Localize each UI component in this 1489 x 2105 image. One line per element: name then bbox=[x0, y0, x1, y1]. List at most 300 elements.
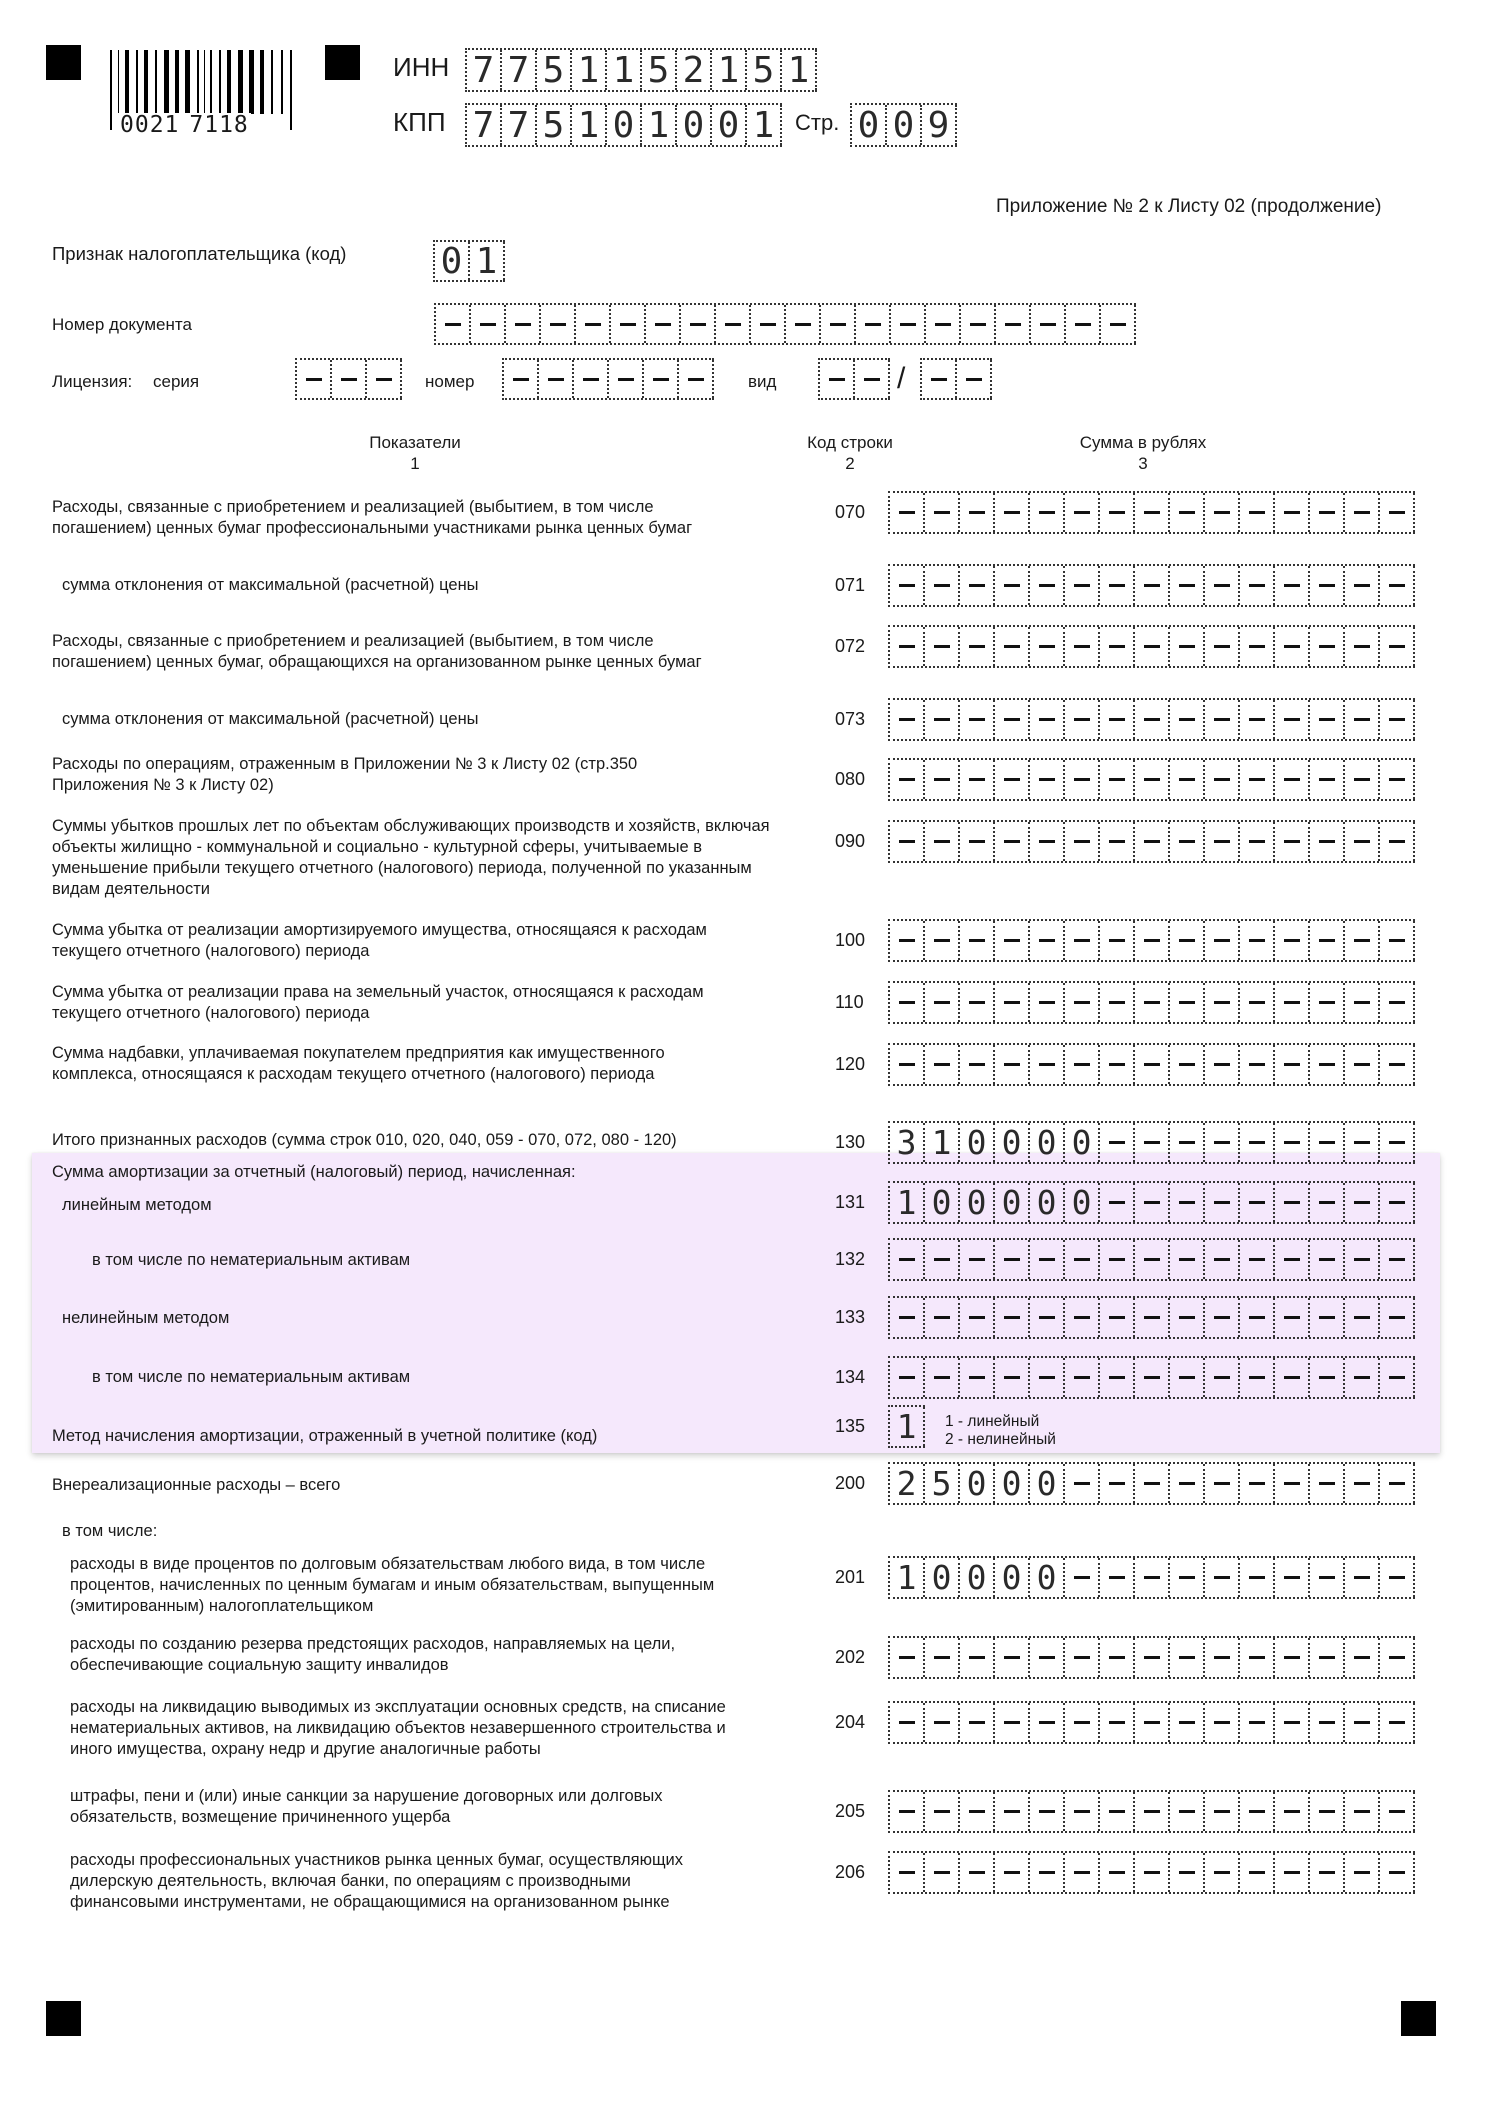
sum-digit-cell bbox=[1030, 1045, 1065, 1084]
sum-digit-cell bbox=[1170, 1045, 1205, 1084]
empty-dash bbox=[1319, 1376, 1335, 1379]
sum-digit-cell bbox=[1275, 1298, 1310, 1337]
empty-dash bbox=[1179, 939, 1195, 942]
empty-dash bbox=[1109, 645, 1125, 648]
empty-dash bbox=[1389, 645, 1405, 648]
empty-dash bbox=[480, 323, 496, 326]
empty-dash bbox=[969, 1316, 985, 1319]
empty-dash bbox=[1214, 584, 1230, 587]
empty-dash bbox=[1319, 1316, 1335, 1319]
sum-digit-cell bbox=[1205, 822, 1240, 861]
empty-dash bbox=[1354, 1576, 1370, 1579]
sum-digit-cell bbox=[1310, 1558, 1345, 1597]
document-number-cell bbox=[1066, 305, 1101, 343]
empty-dash bbox=[934, 939, 950, 942]
empty-dash bbox=[1319, 1001, 1335, 1004]
empty-dash bbox=[1284, 1141, 1300, 1144]
row-206-code: 206 bbox=[835, 1862, 866, 1882]
empty-dash bbox=[1004, 1001, 1020, 1004]
sum-digit-cell bbox=[1240, 1183, 1275, 1222]
row-133-sum-field[interactable] bbox=[888, 1296, 1415, 1339]
empty-dash bbox=[1074, 840, 1090, 843]
sum-digit-cell: 5 bbox=[925, 1464, 960, 1503]
empty-dash bbox=[931, 378, 947, 381]
empty-dash bbox=[1389, 840, 1405, 843]
row-110-label: Сумма убытка от реализации права на земельный участок, относящаяся к расходам текущего отчетного (налогового) периода bbox=[52, 983, 704, 1022]
sum-digit-cell bbox=[960, 566, 995, 605]
empty-dash bbox=[969, 939, 985, 942]
taxpayer-sign-field[interactable] bbox=[433, 240, 505, 282]
inn-digit: 1 bbox=[572, 50, 607, 90]
sum-digit-cell bbox=[1275, 1123, 1310, 1162]
empty-dash bbox=[1074, 1258, 1090, 1261]
inn-field[interactable] bbox=[465, 48, 817, 92]
empty-dash bbox=[1144, 1721, 1160, 1724]
sum-digit-cell: 0 bbox=[1030, 1464, 1065, 1503]
sum-digit-cell bbox=[1240, 1123, 1275, 1162]
barcode bbox=[110, 50, 302, 142]
document-number-cell bbox=[681, 305, 716, 343]
sum-digit-cell bbox=[1030, 822, 1065, 861]
empty-dash bbox=[1354, 718, 1370, 721]
empty-dash bbox=[1214, 1063, 1230, 1066]
sum-digit-cell bbox=[1135, 493, 1170, 532]
empty-dash bbox=[1319, 1721, 1335, 1724]
sum-digit-cell bbox=[1170, 1558, 1205, 1597]
empty-dash bbox=[969, 1810, 985, 1813]
row-205-code: 205 bbox=[835, 1801, 866, 1821]
empty-dash bbox=[1319, 1141, 1335, 1144]
empty-dash bbox=[899, 1871, 915, 1874]
empty-dash bbox=[900, 323, 916, 326]
sum-digit-cell bbox=[1135, 1183, 1170, 1222]
empty-dash bbox=[583, 378, 599, 381]
empty-dash bbox=[1074, 1063, 1090, 1066]
empty-dash bbox=[690, 323, 706, 326]
barcode-bar bbox=[281, 50, 283, 114]
empty-dash bbox=[1354, 1721, 1370, 1724]
sum-digit-cell: 0 bbox=[1065, 1183, 1100, 1222]
license-series-field[interactable] bbox=[295, 358, 402, 400]
empty-dash bbox=[1179, 1871, 1195, 1874]
empty-dash bbox=[1354, 1871, 1370, 1874]
empty-dash bbox=[1249, 1063, 1265, 1066]
sum-digit-cell bbox=[1205, 1358, 1240, 1397]
row-080-label: Расходы по операциям, отраженным в Приложении № 3 к Листу 02 (стр.350 Приложения № 3 к Листу 02) bbox=[52, 755, 638, 794]
corner-marker-bottom-right bbox=[1401, 2001, 1436, 2036]
row-080-code: 080 bbox=[835, 769, 866, 789]
empty-dash bbox=[1389, 1201, 1405, 1204]
sum-digit-cell bbox=[1275, 1703, 1310, 1742]
empty-dash bbox=[1354, 1063, 1370, 1066]
empty-dash bbox=[865, 323, 881, 326]
empty-dash bbox=[1109, 840, 1125, 843]
row-135-label: Метод начисления амортизации, отраженный в учетной политике (код) bbox=[52, 1427, 598, 1445]
empty-dash bbox=[1109, 1316, 1125, 1319]
empty-dash bbox=[1179, 1376, 1195, 1379]
sum-digit-cell bbox=[960, 1703, 995, 1742]
empty-dash bbox=[1249, 778, 1265, 781]
empty-dash bbox=[934, 1316, 950, 1319]
row-130-sum-field[interactable] bbox=[888, 1121, 1415, 1164]
empty-dash bbox=[1109, 939, 1125, 942]
sum-digit-cell bbox=[1345, 1183, 1380, 1222]
empty-dash bbox=[1319, 1871, 1335, 1874]
empty-dash bbox=[1074, 1721, 1090, 1724]
empty-dash bbox=[1214, 718, 1230, 721]
sum-digit-cell bbox=[890, 1298, 925, 1337]
sum-digit-cell bbox=[1030, 760, 1065, 799]
empty-dash bbox=[934, 645, 950, 648]
empty-dash bbox=[899, 718, 915, 721]
sum-digit-cell bbox=[1135, 627, 1170, 666]
license-number-label: номер bbox=[425, 372, 475, 391]
sum-digit-cell bbox=[1205, 1183, 1240, 1222]
empty-dash bbox=[1039, 1063, 1055, 1066]
sum-digit-cell bbox=[925, 822, 960, 861]
sum-digit-cell: 2 bbox=[890, 1464, 925, 1503]
empty-dash bbox=[899, 1656, 915, 1659]
empty-dash bbox=[1109, 1201, 1125, 1204]
row-205-sum-field[interactable] bbox=[888, 1790, 1415, 1833]
sum-digit-cell bbox=[1205, 760, 1240, 799]
sum-digit-cell bbox=[960, 1358, 995, 1397]
sum-digit-cell: 0 bbox=[1065, 1123, 1100, 1162]
kpp-digit: 1 bbox=[642, 105, 677, 145]
empty-dash bbox=[1214, 645, 1230, 648]
sum-digit-cell bbox=[1135, 1123, 1170, 1162]
empty-dash bbox=[1039, 1656, 1055, 1659]
sum-digit-cell bbox=[1135, 1298, 1170, 1337]
sum-digit-cell bbox=[1170, 493, 1205, 532]
empty-dash bbox=[1284, 939, 1300, 942]
document-number-cell bbox=[646, 305, 681, 343]
empty-dash bbox=[1039, 511, 1055, 514]
sum-digit-cell bbox=[960, 627, 995, 666]
row-071-sum-field[interactable] bbox=[888, 564, 1415, 607]
empty-dash bbox=[1319, 584, 1335, 587]
empty-dash bbox=[1214, 1871, 1230, 1874]
row-072-label: Расходы, связанные с приобретением и реализацией (выбытием, в том числе погашением) ценных бумаг, обращающихся на организованном рынке ценных бумаг bbox=[52, 632, 702, 671]
sum-digit-cell bbox=[1345, 1045, 1380, 1084]
row-200-code: 200 bbox=[835, 1473, 866, 1493]
sum-digit-cell bbox=[1100, 493, 1135, 532]
empty-dash bbox=[1389, 1721, 1405, 1724]
row-110-sum-field[interactable] bbox=[888, 981, 1415, 1024]
sum-digit-cell bbox=[1205, 566, 1240, 605]
document-number-cell bbox=[786, 305, 821, 343]
row-134-label: в том числе по нематериальным активам bbox=[92, 1368, 411, 1386]
sum-digit-cell bbox=[1205, 1853, 1240, 1892]
empty-dash bbox=[969, 718, 985, 721]
empty-dash bbox=[1004, 1656, 1020, 1659]
empty-dash bbox=[1284, 1201, 1300, 1204]
sum-digit-cell bbox=[995, 627, 1030, 666]
empty-dash bbox=[1144, 1316, 1160, 1319]
document-number-cell bbox=[751, 305, 786, 343]
sum-digit-cell bbox=[1065, 627, 1100, 666]
empty-dash bbox=[1144, 778, 1160, 781]
empty-dash bbox=[1004, 1871, 1020, 1874]
sum-digit-cell bbox=[995, 1792, 1030, 1831]
sum-digit-cell bbox=[1065, 1638, 1100, 1677]
sum-digit-cell bbox=[1275, 1558, 1310, 1597]
sum-digit-cell: 0 bbox=[995, 1464, 1030, 1503]
empty-dash bbox=[1039, 1258, 1055, 1261]
empty-dash bbox=[1179, 718, 1195, 721]
sum-digit-cell bbox=[1345, 1638, 1380, 1677]
sum-digit-cell bbox=[960, 983, 995, 1022]
sum-digit-cell bbox=[1205, 1703, 1240, 1742]
row-131-sum-field[interactable] bbox=[888, 1181, 1415, 1224]
document-number-cell bbox=[541, 305, 576, 343]
empty-dash bbox=[1284, 645, 1300, 648]
sum-digit-cell bbox=[1205, 1298, 1240, 1337]
row-135-sum-field[interactable] bbox=[888, 1405, 925, 1448]
sum-digit-cell bbox=[995, 1045, 1030, 1084]
row-134-code: 134 bbox=[835, 1367, 866, 1387]
sum-digit-cell: 0 bbox=[925, 1183, 960, 1222]
empty-dash bbox=[1249, 1810, 1265, 1813]
column-header-row-code-label: Код строки bbox=[807, 433, 893, 452]
empty-dash bbox=[1109, 1258, 1125, 1261]
sum-digit-cell bbox=[1310, 983, 1345, 1022]
sum-digit-cell bbox=[1345, 1703, 1380, 1742]
sum-digit-cell bbox=[1135, 1358, 1170, 1397]
sum-digit-cell bbox=[1170, 822, 1205, 861]
sum-digit-cell bbox=[890, 1045, 925, 1084]
sum-digit-cell bbox=[960, 1638, 995, 1677]
empty-dash bbox=[969, 1376, 985, 1379]
row-206-sum-field[interactable] bbox=[888, 1851, 1415, 1894]
sum-digit-cell bbox=[1205, 1558, 1240, 1597]
row-070-sum-field[interactable] bbox=[888, 491, 1415, 534]
empty-dash bbox=[1354, 1201, 1370, 1204]
empty-dash bbox=[1284, 1258, 1300, 1261]
empty-dash bbox=[899, 1063, 915, 1066]
barcode-number-part-2: 7118 bbox=[189, 112, 249, 138]
empty-dash bbox=[1039, 1001, 1055, 1004]
empty-dash bbox=[1109, 1001, 1125, 1004]
sum-digit-cell bbox=[1065, 493, 1100, 532]
sum-digit-cell bbox=[1030, 1638, 1065, 1677]
sum-digit-cell bbox=[1310, 822, 1345, 861]
empty-dash bbox=[1075, 323, 1091, 326]
barcode-bar bbox=[185, 50, 190, 114]
sum-digit-cell bbox=[1380, 1183, 1415, 1222]
sum-digit-cell bbox=[1100, 1123, 1135, 1162]
row-120-sum-field[interactable] bbox=[888, 1043, 1415, 1086]
corner-marker-top-left bbox=[46, 45, 81, 80]
sum-digit-cell bbox=[1240, 760, 1275, 799]
sum-digit-cell bbox=[1310, 1183, 1345, 1222]
empty-dash bbox=[1179, 1063, 1195, 1066]
license-number-field[interactable] bbox=[502, 358, 714, 400]
empty-dash bbox=[899, 1721, 915, 1724]
sum-digit-cell bbox=[1345, 921, 1380, 960]
sum-digit-cell bbox=[1135, 566, 1170, 605]
row-073-sum-field[interactable] bbox=[888, 698, 1415, 741]
empty-dash bbox=[934, 511, 950, 514]
empty-dash bbox=[1004, 939, 1020, 942]
sum-digit-cell bbox=[1065, 1240, 1100, 1279]
empty-dash bbox=[1389, 1063, 1405, 1066]
sum-digit-cell bbox=[925, 760, 960, 799]
row-071-label: сумма отклонения от максимальной (расчетной) цены bbox=[62, 576, 479, 594]
sum-digit-cell bbox=[1310, 1123, 1345, 1162]
empty-dash bbox=[1144, 1258, 1160, 1261]
empty-dash bbox=[969, 1258, 985, 1261]
taxpayer-sign-label: Признак налогоплательщика (код) bbox=[52, 243, 347, 264]
page-number-field[interactable] bbox=[850, 103, 957, 147]
empty-dash bbox=[1109, 1576, 1125, 1579]
sum-digit-cell bbox=[1380, 627, 1415, 666]
empty-dash bbox=[618, 378, 634, 381]
kpp-field[interactable] bbox=[465, 103, 782, 147]
empty-dash bbox=[1004, 645, 1020, 648]
license-type-field-left[interactable] bbox=[818, 358, 890, 400]
sum-digit-cell bbox=[1100, 1045, 1135, 1084]
sum-digit-cell bbox=[1030, 1703, 1065, 1742]
empty-dash bbox=[1214, 1001, 1230, 1004]
license-number-cell bbox=[644, 360, 679, 398]
sum-digit-cell bbox=[925, 921, 960, 960]
empty-dash bbox=[1039, 645, 1055, 648]
barcode-bar bbox=[144, 50, 148, 114]
sum-digit-cell bbox=[995, 1703, 1030, 1742]
sum-digit-cell bbox=[995, 1240, 1030, 1279]
license-series-cell bbox=[297, 360, 332, 398]
empty-dash bbox=[1249, 939, 1265, 942]
document-number-cell bbox=[1101, 305, 1136, 343]
empty-dash bbox=[1004, 511, 1020, 514]
sum-digit-cell bbox=[1380, 921, 1415, 960]
sum-digit-cell bbox=[995, 493, 1030, 532]
row-090-label: Суммы убытков прошлых лет по объектам обслуживающих производств и хозяйств, включая объекты жилищно - коммунальной и социально - культурной сферы, учитываемые в уменьшение прибыли текущего отчетного (налогового) периода, полученной по указанным видам деятельности bbox=[52, 817, 770, 898]
empty-dash bbox=[513, 378, 529, 381]
empty-dash bbox=[1004, 1376, 1020, 1379]
kpp-label: КПП bbox=[393, 107, 446, 137]
barcode-bar bbox=[136, 50, 138, 114]
row-080-sum-field[interactable] bbox=[888, 758, 1415, 801]
sum-digit-cell bbox=[1240, 1638, 1275, 1677]
sum-digit-cell bbox=[1310, 760, 1345, 799]
sum-digit-cell bbox=[1205, 1792, 1240, 1831]
sum-digit-cell bbox=[960, 700, 995, 739]
document-number-field[interactable] bbox=[434, 303, 1136, 345]
row-131-code: 131 bbox=[835, 1192, 866, 1212]
sum-digit-cell bbox=[1170, 1792, 1205, 1831]
sum-digit-cell bbox=[995, 700, 1030, 739]
empty-dash bbox=[899, 511, 915, 514]
sum-digit-cell bbox=[1310, 1464, 1345, 1503]
empty-dash bbox=[1284, 1871, 1300, 1874]
row-100-sum-field[interactable] bbox=[888, 919, 1415, 962]
sum-digit-cell bbox=[1240, 1045, 1275, 1084]
sum-digit-cell bbox=[1310, 1240, 1345, 1279]
row-200-label: Внереализационные расходы – всего bbox=[52, 1476, 341, 1494]
row-201-sum-field[interactable] bbox=[888, 1556, 1415, 1599]
license-type-field-right[interactable] bbox=[920, 358, 992, 400]
sum-digit-cell bbox=[1310, 1792, 1345, 1831]
empty-dash bbox=[1319, 1656, 1335, 1659]
sum-digit-cell bbox=[890, 760, 925, 799]
sum-digit-cell bbox=[1240, 1703, 1275, 1742]
empty-dash bbox=[969, 1871, 985, 1874]
row-090-code: 090 bbox=[835, 831, 866, 851]
sum-digit-cell bbox=[1380, 1558, 1415, 1597]
empty-dash bbox=[341, 378, 357, 381]
empty-dash bbox=[1319, 1576, 1335, 1579]
sum-digit-cell bbox=[1240, 983, 1275, 1022]
document-number-cell bbox=[611, 305, 646, 343]
row-132-sum-field[interactable] bbox=[888, 1238, 1415, 1281]
row-135-code: 135 bbox=[835, 1416, 866, 1436]
sum-digit-cell bbox=[1380, 1045, 1415, 1084]
sum-digit-cell bbox=[890, 1358, 925, 1397]
row-204-sum-field[interactable] bbox=[888, 1701, 1415, 1744]
row-070-code: 070 bbox=[835, 502, 866, 522]
empty-dash bbox=[1354, 1001, 1370, 1004]
sum-digit-cell bbox=[1380, 822, 1415, 861]
empty-dash bbox=[1249, 1721, 1265, 1724]
inn-digit: 1 bbox=[607, 50, 642, 90]
empty-dash bbox=[1214, 1376, 1230, 1379]
kpp-digit: 0 bbox=[677, 105, 712, 145]
empty-dash bbox=[1284, 1482, 1300, 1485]
empty-dash bbox=[445, 323, 461, 326]
sum-digit-cell bbox=[1135, 760, 1170, 799]
sum-digit-cell bbox=[995, 1298, 1030, 1337]
row-073-code: 073 bbox=[835, 709, 866, 729]
inn-digit: 1 bbox=[712, 50, 747, 90]
barcode-bar bbox=[155, 50, 157, 114]
row-200-sum-field[interactable] bbox=[888, 1462, 1415, 1505]
sum-digit-cell bbox=[1240, 1358, 1275, 1397]
sum-digit-cell bbox=[1170, 1183, 1205, 1222]
empty-dash bbox=[1179, 1810, 1195, 1813]
sum-digit-cell bbox=[1170, 700, 1205, 739]
sum-digit-cell bbox=[1135, 983, 1170, 1022]
sum-digit-cell: 0 bbox=[960, 1464, 995, 1503]
sum-digit-cell bbox=[1310, 1853, 1345, 1892]
sum-digit-cell bbox=[1100, 1638, 1135, 1677]
empty-dash bbox=[1284, 1001, 1300, 1004]
empty-dash bbox=[1109, 511, 1125, 514]
sum-digit-cell bbox=[1135, 1045, 1170, 1084]
empty-dash bbox=[1074, 778, 1090, 781]
row-072-sum-field[interactable] bbox=[888, 625, 1415, 668]
empty-dash bbox=[1109, 1871, 1125, 1874]
license-label: Лицензия: bbox=[52, 372, 133, 391]
sum-digit-cell bbox=[1170, 627, 1205, 666]
sum-digit-cell bbox=[1065, 700, 1100, 739]
sum-digit-cell bbox=[1380, 760, 1415, 799]
sum-digit-cell bbox=[890, 627, 925, 666]
row-201-label: расходы в виде процентов по долговым обязательствам любого вида, в том числе процентов, начисленных по ценным бумагам и иным обязательствам, выпущенным (эмитированным) налогоплательщиком bbox=[70, 1555, 715, 1615]
sum-digit-cell bbox=[1030, 566, 1065, 605]
sum-digit-cell bbox=[890, 1792, 925, 1831]
row-120-code: 120 bbox=[835, 1054, 866, 1074]
row-202-sum-field[interactable] bbox=[888, 1636, 1415, 1679]
empty-dash bbox=[1179, 1656, 1195, 1659]
row-090-sum-field[interactable] bbox=[888, 820, 1415, 863]
amortization-heading: Сумма амортизации за отчетный (налоговый) период, начисленная: bbox=[52, 1163, 576, 1181]
empty-dash bbox=[1074, 1810, 1090, 1813]
empty-dash bbox=[1005, 323, 1021, 326]
row-134-sum-field[interactable] bbox=[888, 1356, 1415, 1399]
sum-digit-cell bbox=[995, 822, 1030, 861]
